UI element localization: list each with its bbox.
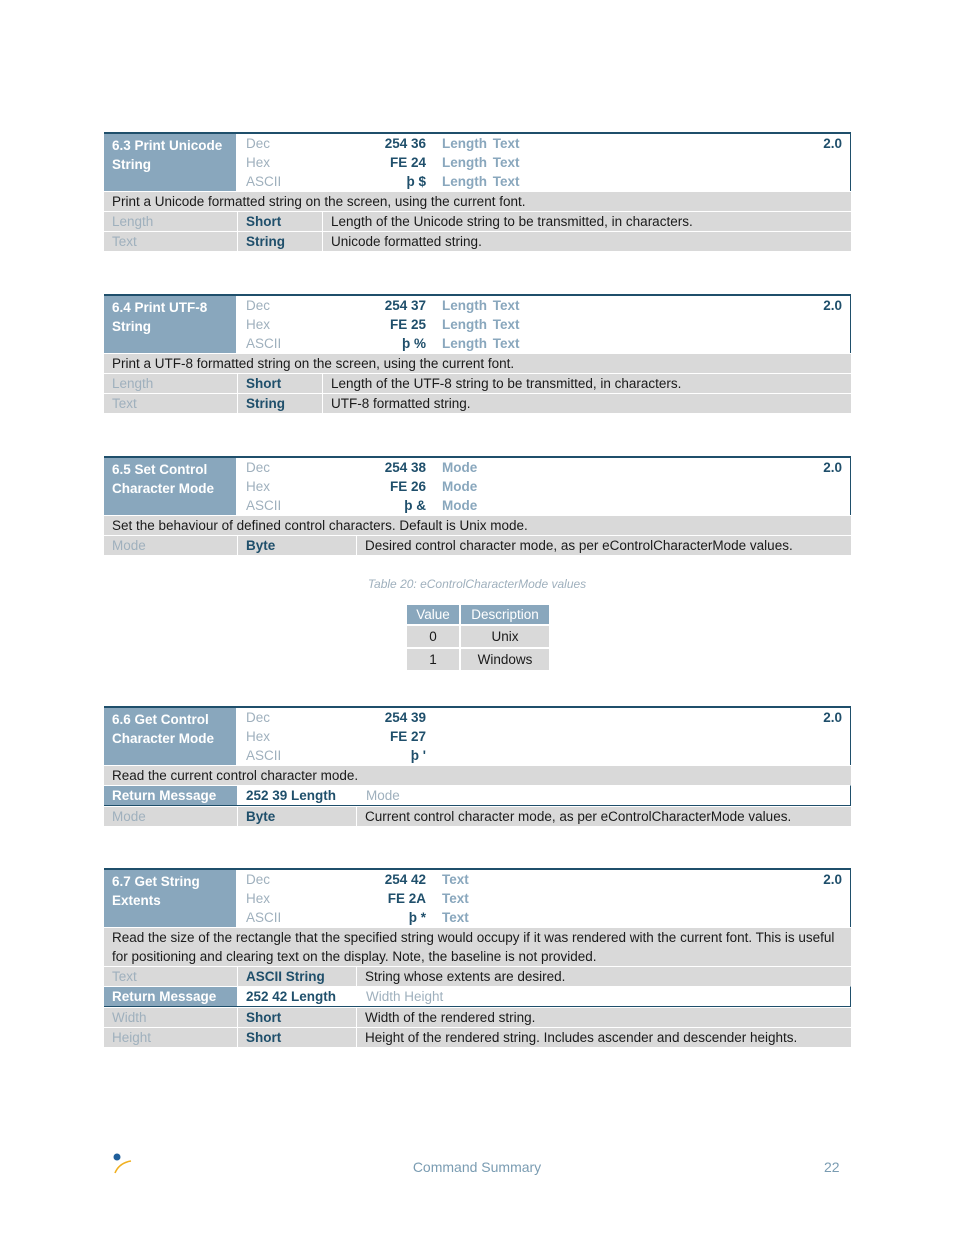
code-value: þ $ xyxy=(406,174,426,189)
command-header xyxy=(104,868,851,927)
param-row xyxy=(104,535,851,555)
code-params: Length Text xyxy=(442,136,520,151)
version-label: 2.0 xyxy=(823,460,842,475)
version-label: 2.0 xyxy=(823,710,842,725)
param-row xyxy=(104,373,851,393)
param-row xyxy=(104,393,851,413)
param-row xyxy=(104,806,851,826)
command-header xyxy=(104,132,851,191)
param-name: Text xyxy=(104,394,237,413)
command-block-6-6 xyxy=(104,706,851,826)
param-name: Length xyxy=(104,212,237,231)
command-codes xyxy=(236,708,850,765)
code-value: FE 27 xyxy=(389,729,426,744)
code-value: FE 2A xyxy=(387,891,426,906)
code-row-dec xyxy=(236,134,850,153)
param-name: Height xyxy=(104,1028,237,1047)
code-label: Dec xyxy=(246,872,271,887)
code-label: ASCII xyxy=(246,498,282,513)
table-header: Value xyxy=(407,605,460,625)
command-description: Print a Unicode formatted string on the screen, using the current font. xyxy=(104,191,851,211)
code-params: Text xyxy=(442,872,469,887)
command-title: 6.3 Print Unicode String xyxy=(104,134,236,191)
code-params: Mode xyxy=(442,479,478,494)
param-type: Short xyxy=(238,1028,356,1047)
param-row xyxy=(104,1007,851,1027)
code-value: FE 24 xyxy=(389,155,426,170)
return-message-row xyxy=(104,986,851,1007)
footer-title: Command Summary xyxy=(412,1159,542,1175)
table-cell: 1 xyxy=(407,648,460,670)
code-row-ascii xyxy=(236,334,850,353)
command-block-6-4 xyxy=(104,294,851,413)
return-message-row xyxy=(104,785,851,806)
command-block-6-5 xyxy=(104,456,851,555)
code-label: ASCII xyxy=(246,174,282,189)
version-label: 2.0 xyxy=(823,872,842,887)
table-header: Description xyxy=(460,605,550,625)
param-desc: Length of the Unicode string to be transmitted, in characters. xyxy=(323,212,851,231)
version-label: 2.0 xyxy=(823,136,842,151)
code-row-ascii xyxy=(236,172,850,191)
param-desc: Height of the rendered string. Includes ascender and descender heights. xyxy=(357,1028,851,1047)
command-codes xyxy=(236,134,850,191)
code-params: Text xyxy=(442,910,469,925)
code-label: Hex xyxy=(246,729,271,744)
code-row-hex xyxy=(236,727,850,746)
code-value: þ % xyxy=(401,336,426,351)
command-codes xyxy=(236,458,850,515)
param-row xyxy=(104,211,851,231)
table-caption: Table 20: eControlCharacterMode values xyxy=(367,577,587,591)
code-label: ASCII xyxy=(246,748,282,763)
code-label: Dec xyxy=(246,298,271,313)
param-name: Mode xyxy=(104,536,237,555)
code-params: Length Text xyxy=(442,336,520,351)
code-value: 254 38 xyxy=(384,460,426,475)
command-description: Print a UTF-8 formatted string on the screen, using the current font. xyxy=(104,353,851,373)
return-message-code: 252 42 Length xyxy=(238,987,358,1006)
param-type: String xyxy=(238,394,322,413)
command-codes xyxy=(236,296,850,353)
code-params: Length Text xyxy=(442,174,520,189)
param-row xyxy=(104,1027,851,1047)
code-value: 254 36 xyxy=(384,136,426,151)
return-message-params: Mode xyxy=(358,786,850,805)
param-type: ASCII String xyxy=(238,967,356,986)
code-params: Length Text xyxy=(442,317,520,332)
code-row-hex xyxy=(236,477,850,496)
table-row xyxy=(407,625,550,648)
command-description: Set the behaviour of defined control characters. Default is Unix mode. xyxy=(104,515,851,535)
param-desc: Length of the UTF-8 string to be transmitted, in characters. xyxy=(323,374,851,393)
return-message-label: Return Message xyxy=(104,786,237,805)
command-block-6-3 xyxy=(104,132,851,251)
command-description: Read the size of the rectangle that the specified string would occupy if it was rendered with the current font. This is useful for positioning and clearing text on the display. Note, the baseline is not provided. xyxy=(104,927,851,966)
param-desc: String whose extents are desired. xyxy=(357,967,851,986)
command-block-6-7 xyxy=(104,868,851,1047)
code-label: Dec xyxy=(246,710,271,725)
table-cell: 0 xyxy=(407,625,460,648)
param-type: String xyxy=(238,232,322,251)
param-type: Byte xyxy=(238,536,356,555)
command-title: 6.7 Get String Extents xyxy=(104,870,236,927)
return-message-label: Return Message xyxy=(104,987,237,1006)
code-row-ascii xyxy=(236,746,850,765)
code-row-dec xyxy=(236,296,850,315)
param-name: Length xyxy=(104,374,237,393)
code-label: ASCII xyxy=(246,910,282,925)
code-label: ASCII xyxy=(246,336,282,351)
code-params: Text xyxy=(442,891,469,906)
code-label: Hex xyxy=(246,317,271,332)
return-message-code: 252 39 Length xyxy=(238,786,358,805)
table-header-row xyxy=(407,605,550,625)
param-type: Short xyxy=(238,212,322,231)
code-row-ascii xyxy=(236,908,850,927)
code-value: FE 25 xyxy=(389,317,426,332)
code-params: Mode xyxy=(442,460,478,475)
param-name: Mode xyxy=(104,807,237,826)
param-type: Byte xyxy=(238,807,356,826)
code-row-ascii xyxy=(236,496,850,515)
return-message-params: Width Height xyxy=(358,987,850,1006)
version-label: 2.0 xyxy=(823,298,842,313)
param-row xyxy=(104,966,851,986)
code-label: Hex xyxy=(246,155,271,170)
command-header xyxy=(104,294,851,353)
page-number: 22 xyxy=(824,1159,840,1175)
code-row-dec xyxy=(236,708,850,727)
command-title: 6.6 Get Control Character Mode xyxy=(104,708,236,765)
command-header xyxy=(104,456,851,515)
param-type: Short xyxy=(238,374,322,393)
command-title: 6.5 Set Control Character Mode xyxy=(104,458,236,515)
mode-values-table xyxy=(407,605,551,670)
code-params: Mode xyxy=(442,498,478,513)
param-name: Text xyxy=(104,967,237,986)
command-title: 6.4 Print UTF-8 String xyxy=(104,296,236,353)
code-label: Dec xyxy=(246,460,271,475)
code-value: 254 39 xyxy=(384,710,426,725)
command-header xyxy=(104,706,851,765)
code-row-dec xyxy=(236,458,850,477)
code-params: Length Text xyxy=(442,298,520,313)
code-value: þ * xyxy=(408,910,426,925)
code-row-hex xyxy=(236,315,850,334)
table-row xyxy=(407,648,550,670)
code-row-hex xyxy=(236,153,850,172)
code-label: Hex xyxy=(246,891,271,906)
param-desc: Unicode formatted string. xyxy=(323,232,851,251)
param-name: Width xyxy=(104,1008,237,1027)
code-params: Length Text xyxy=(442,155,520,170)
param-desc: Width of the rendered string. xyxy=(357,1008,851,1027)
code-row-dec xyxy=(236,870,850,889)
code-value: 254 37 xyxy=(384,298,426,313)
code-label: Hex xyxy=(246,479,271,494)
table-cell: Windows xyxy=(460,648,550,670)
param-row xyxy=(104,231,851,251)
table-cell: Unix xyxy=(460,625,550,648)
param-name: Text xyxy=(104,232,237,251)
command-codes xyxy=(236,870,850,927)
code-value: þ & xyxy=(404,498,426,513)
code-row-hex xyxy=(236,889,850,908)
code-value: 254 42 xyxy=(384,872,426,887)
param-desc: Current control character mode, as per eControlCharacterMode values. xyxy=(357,807,851,826)
code-value: FE 26 xyxy=(389,479,426,494)
param-type: Short xyxy=(238,1008,356,1027)
command-description: Read the current control character mode. xyxy=(104,765,851,785)
code-value: þ ' xyxy=(410,748,426,763)
param-desc: UTF-8 formatted string. xyxy=(323,394,851,413)
code-label: Dec xyxy=(246,136,271,151)
param-desc: Desired control character mode, as per eControlCharacterMode values. xyxy=(357,536,851,555)
